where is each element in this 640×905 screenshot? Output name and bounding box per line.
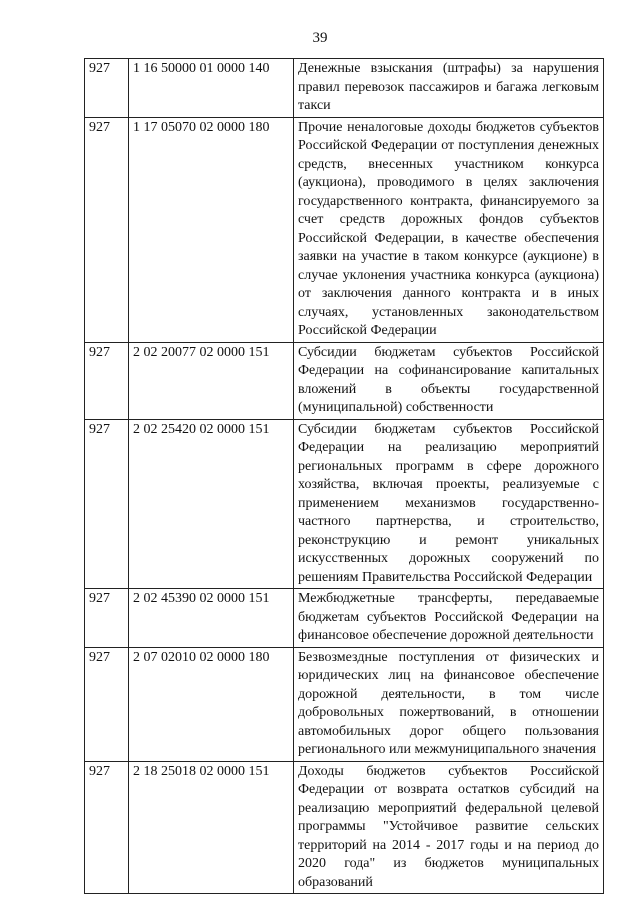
budget-classification-code-cell: 2 18 25018 02 0000 151 — [129, 761, 294, 894]
admin-code-cell: 927 — [85, 342, 129, 419]
budget-classification-code-cell: 1 17 05070 02 0000 180 — [129, 117, 294, 342]
revenue-name-cell: Субсидии бюджетам субъектов Российской Федерации на реализацию мероприятий региональных программ в сфере дорожного хозяйства, включая проекты, реализуемые с применением механизмов государственно-частного партнерства, и строительство, реконструкцию и ремонт уникальных искусственных дорожных сооружений по решениям Правительства Российской Федерации — [294, 419, 604, 589]
table-row — [85, 342, 604, 419]
budget-classification-code-cell: 1 16 50000 01 0000 140 — [129, 59, 294, 118]
budget-classification-code-cell: 2 07 02010 02 0000 180 — [129, 647, 294, 761]
table-body — [85, 59, 604, 894]
table-row — [85, 589, 604, 648]
revenue-name-cell: Субсидии бюджетам субъектов Российской Федерации на софинансирование капитальных вложений в объекты государственной (муниципальной) собственности — [294, 342, 604, 419]
admin-code-cell: 927 — [85, 117, 129, 342]
budget-classification-code-cell: 2 02 25420 02 0000 151 — [129, 419, 294, 589]
table-row — [85, 419, 604, 589]
page-number: 39 — [312, 30, 328, 46]
revenue-name-cell: Межбюджетные трансферты, передаваемые бюджетам субъектов Российской Федерации на финансовое обеспечение дорожной деятельности — [294, 589, 604, 648]
revenue-name-cell: Безвозмездные поступления от физических и юридических лиц на финансовое обеспечение дорожной деятельности, в том числе добровольных пожертвований, в отношении автомобильных дорог общего пользования регионального или межмуниципального значения — [294, 647, 604, 761]
revenue-name-cell: Прочие неналоговые доходы бюджетов субъектов Российской Федерации от поступления денежных средств, внесенных участником конкурса (аукциона), проводимого в целях заключения государственного контракта, финансируемого за счет средств дорожных фондов субъектов Российской Федерации, в качестве обеспечения заявки на участие в таком конкурсе (аукционе) в случае уклонения участника конкурса (аукциона) от заключения данного контракта и в иных случаях, установленных законодательством Российской Федерации — [294, 117, 604, 342]
table-row — [85, 117, 604, 342]
table-row — [85, 647, 604, 761]
admin-code-cell: 927 — [85, 419, 129, 589]
admin-code-cell: 927 — [85, 589, 129, 648]
table-row — [85, 761, 604, 894]
revenue-name-cell: Денежные взыскания (штрафы) за нарушения правил перевозок пассажиров и багажа легковым такси — [294, 59, 604, 118]
admin-code-cell: 927 — [85, 647, 129, 761]
budget-classification-code-cell: 2 02 20077 02 0000 151 — [129, 342, 294, 419]
revenue-name-cell: Доходы бюджетов субъектов Российской Федерации от возврата остатков субсидий на реализацию мероприятий федеральной целевой программы "Устойчивое развитие сельских территорий на 2014 - 2017 годы и на период до 2020 года" из бюджетов муниципальных образований — [294, 761, 604, 894]
table-row — [85, 59, 604, 118]
admin-code-cell: 927 — [85, 59, 129, 118]
budget-classification-code-cell: 2 02 45390 02 0000 151 — [129, 589, 294, 648]
budget-revenue-table — [84, 58, 604, 894]
admin-code-cell: 927 — [85, 761, 129, 894]
